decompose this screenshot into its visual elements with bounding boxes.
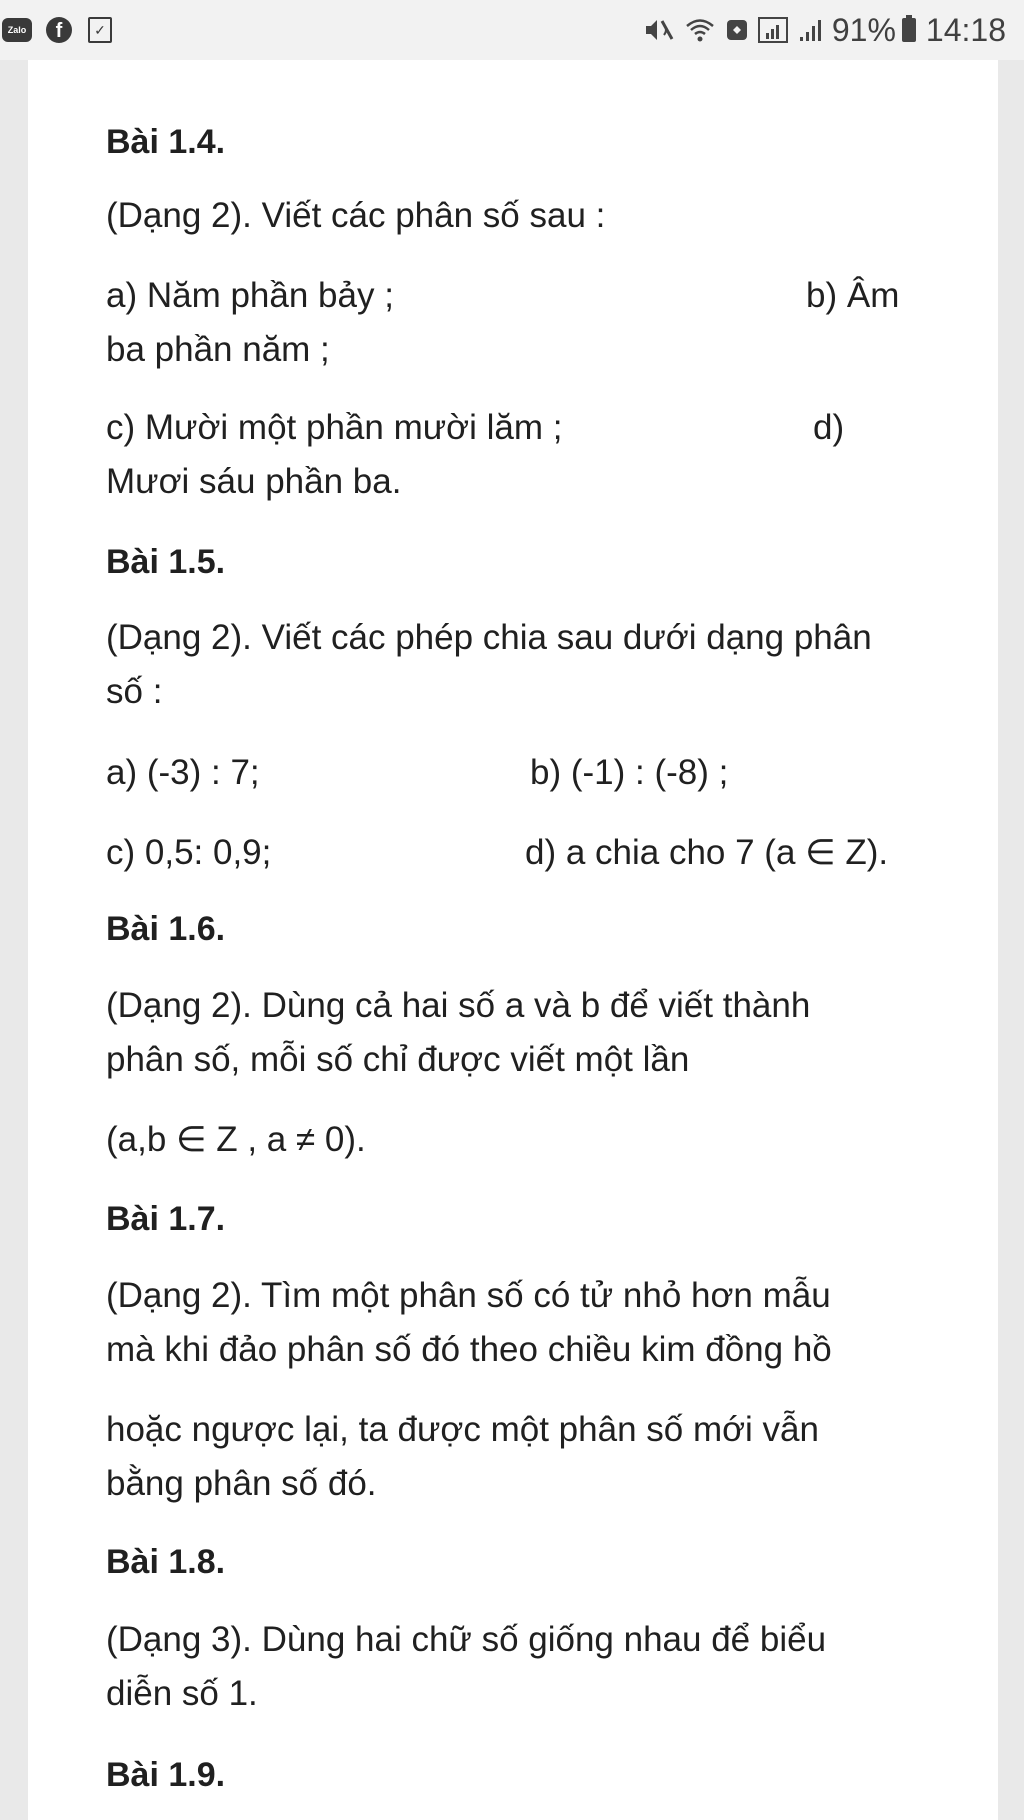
- item-a: a) Năm phần bảy ;: [106, 276, 394, 315]
- wifi-icon: [684, 17, 716, 43]
- mute-vibrate-icon: [644, 17, 674, 43]
- exercise-text: (a,b ∈ Z , a ≠ 0).: [106, 1120, 366, 1159]
- exercise-text: (Dạng 3). Dùng hai chữ số giống nhau để biểu: [106, 1620, 827, 1659]
- item-d: d): [813, 408, 845, 447]
- exercise-text: diễn số 1.: [106, 1674, 258, 1713]
- notification-icons: [0, 12, 112, 48]
- exercise-heading-1-6: Bài 1.6.: [106, 910, 226, 948]
- exercise-text: hoặc ngược lại, ta được một phân số mới vẫn: [106, 1410, 819, 1449]
- signal-1-icon: [758, 17, 788, 43]
- exercise-heading-1-5: Bài 1.5.: [106, 543, 226, 581]
- exercise-heading-1-7: Bài 1.7.: [106, 1200, 226, 1238]
- facebook-icon: f: [46, 17, 72, 43]
- item-c: c) 0,5: 0,9;: [106, 833, 272, 872]
- exercise-text: (Dạng 2). Tìm một phân số có tử nhỏ hơn mẫu: [106, 1276, 831, 1315]
- exercise-text: (Dạng 2). Dùng cả hai số a và b để viết thành: [106, 986, 811, 1025]
- item-b: b) Âm: [806, 276, 900, 315]
- item-b: b) (-1) : (-8) ;: [530, 753, 729, 792]
- item-d: d) a chia cho 7 (a ∈ Z).: [525, 833, 889, 872]
- shield-icon: [726, 18, 748, 42]
- checklist-icon: ✓: [88, 17, 112, 43]
- item-d-continued: Mươi sáu phần ba.: [106, 462, 402, 501]
- system-icons: [634, 12, 1006, 48]
- exercise-text: (Dạng 2). Viết các phân số sau :: [106, 196, 606, 235]
- exercise-text: số :: [106, 672, 163, 711]
- status-bar: [0, 0, 1024, 60]
- item-b-continued: ba phần năm ;: [106, 330, 330, 369]
- zalo-app-icon: Zalo: [2, 18, 32, 42]
- clock: 14:18: [925, 11, 1006, 48]
- exercise-text: bằng phân số đó.: [106, 1464, 377, 1503]
- exercise-heading-1-4: Bài 1.4.: [106, 123, 226, 161]
- item-a: a) (-3) : 7;: [106, 753, 260, 792]
- exercise-heading-1-9: Bài 1.9.: [106, 1756, 226, 1794]
- exercise-text: phân số, mỗi số chỉ được viết một lần: [106, 1040, 690, 1079]
- item-c: c) Mười một phần mười lăm ;: [106, 408, 563, 447]
- content-card: [28, 60, 998, 1820]
- exercise-heading-1-8: Bài 1.8.: [106, 1543, 226, 1581]
- exercise-text: mà khi đảo phân số đó theo chiều kim đồng hồ: [106, 1330, 832, 1369]
- signal-2-icon: [798, 17, 824, 43]
- exercise-text: (Dạng 2). Viết các phép chia sau dưới dạng phân: [106, 618, 872, 657]
- battery-icon: [902, 18, 916, 42]
- battery-percent: 91%: [831, 11, 896, 48]
